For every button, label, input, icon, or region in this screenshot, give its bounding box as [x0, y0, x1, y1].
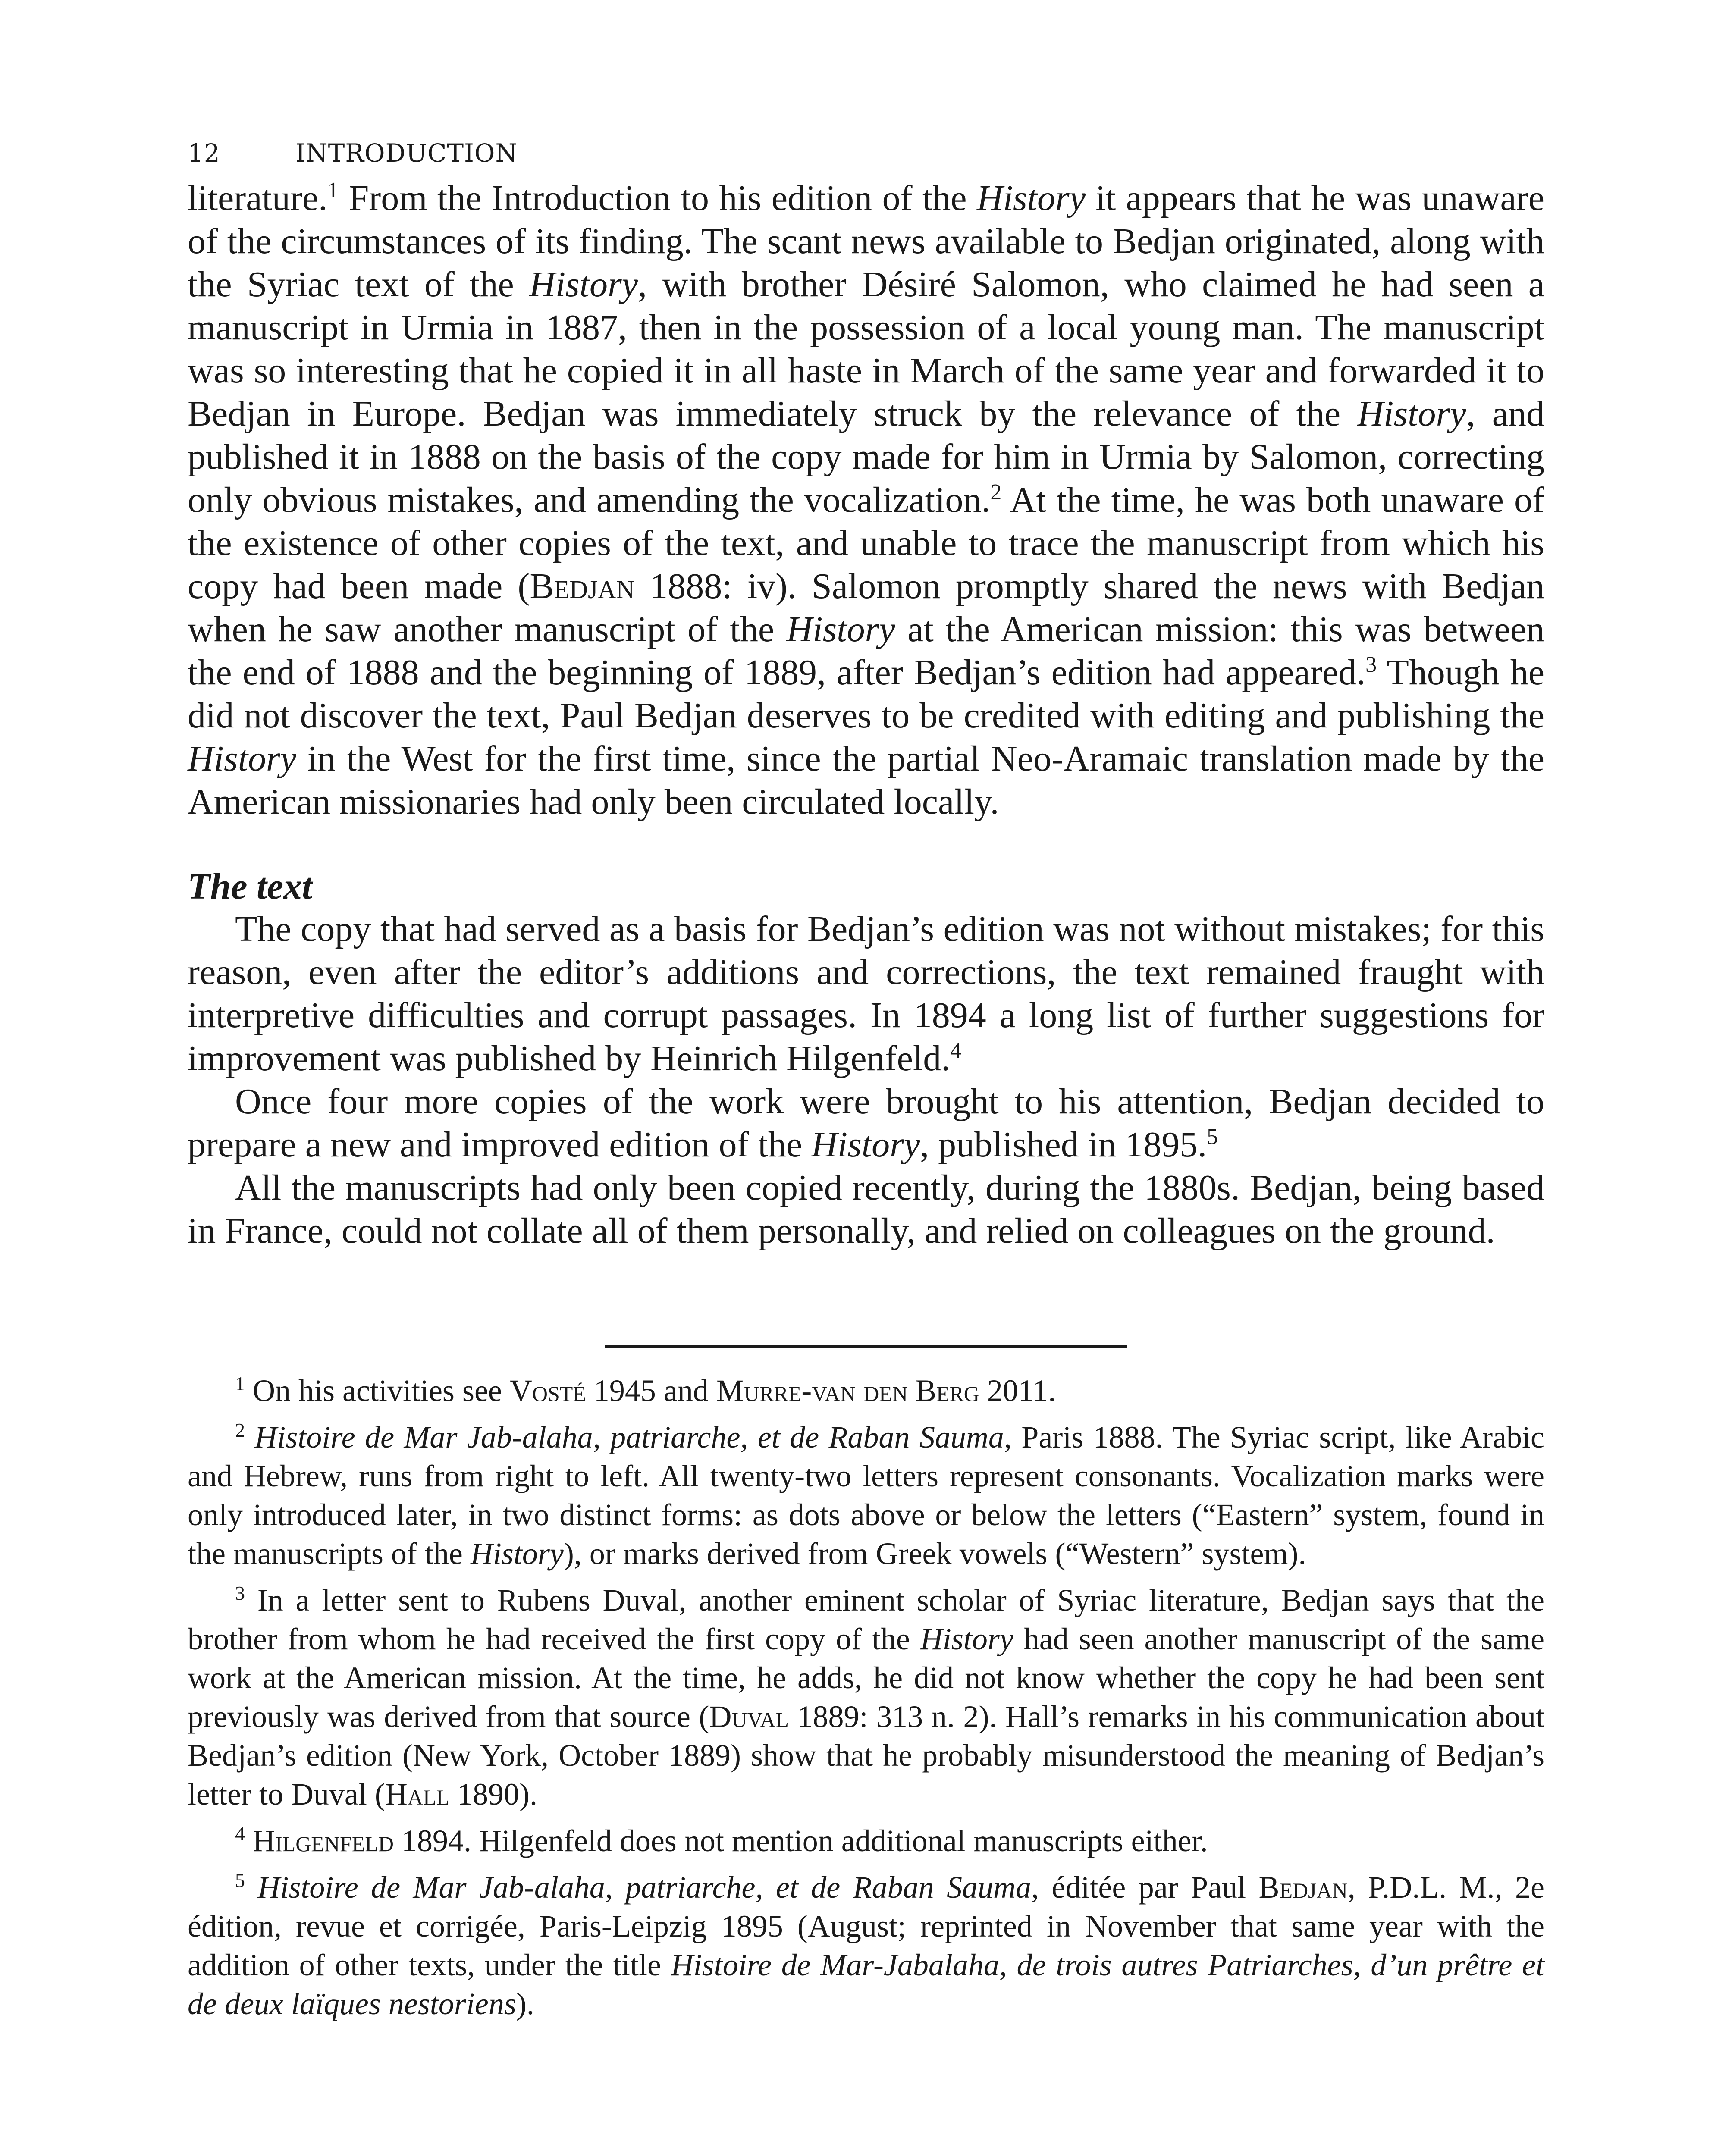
- text-run: in the West for the first time, since the partial Neo-Aramaic translation made by the American missionaries had only been circulated locally.: [188, 739, 1544, 822]
- footnote-number: 1: [235, 1373, 245, 1395]
- text-run: All the manuscripts had only been copied recently, during the 1880s. Bedjan, being based in France, could not collate all of them personally, and relied on colleagues on the ground.: [188, 1168, 1544, 1251]
- text-run: 1890).: [449, 1777, 538, 1811]
- paragraph: [188, 908, 1544, 1080]
- text-run: 1945 and: [586, 1373, 716, 1408]
- footnote-number: 5: [235, 1869, 245, 1891]
- section-text: [188, 908, 1544, 1253]
- page-number: 12: [188, 138, 220, 168]
- footnote: [188, 1581, 1544, 1814]
- italic-run: Histoire de Mar-Jabalaha, de trois autres Patriarches, d’un prêtre et de deux laïques nestoriens: [188, 1948, 1545, 2021]
- footnote-number: 4: [235, 1823, 245, 1845]
- text-run: In a letter sent to Rubens Duval, another eminent scholar of Syriac literature, Bedjan says that the brother from whom he had received the first copy of the: [188, 1583, 1544, 1656]
- footnote-number: 2: [235, 1419, 245, 1441]
- smallcaps-run: Hall: [385, 1777, 450, 1811]
- italic-run: History: [470, 1536, 564, 1571]
- text-run: From the Introduction to his edition of the: [339, 178, 977, 218]
- text-run: 1894. Hilgenfeld does not mention additional manuscripts either.: [393, 1824, 1208, 1858]
- smallcaps-run: Murre-van den Berg: [716, 1373, 979, 1408]
- text-run: it appears that he was unaware of the circumstances of its finding. The scant news available to Bedjan originated, along with the Syriac text of the: [188, 178, 1544, 304]
- paragraph: [188, 1166, 1544, 1253]
- text-run: at the American mission: this was between the end of 1888 and the beginning of 1889, after Bedjan’s edition had appeared.: [188, 609, 1544, 693]
- text-run: literature.: [188, 178, 328, 218]
- paragraph: [188, 1080, 1544, 1166]
- running-title: INTRODUCTION: [295, 138, 518, 168]
- text-run: 1889: 313 n. 2). Hall’s remarks in his communication about Bedjan’s edition (New York, October 1889) show that he probably misunderstood the meaning of Bedjan’s letter to Duval (: [188, 1699, 1545, 1811]
- footnote-ref: 4: [950, 1038, 962, 1063]
- text-run: , éditée par Paul: [1031, 1870, 1259, 1905]
- italic-run: History: [529, 264, 638, 304]
- text-run: Though he did not discover the text, Paul Bedjan deserves to be credited with editing and publishing the: [188, 652, 1544, 736]
- italic-run: Histoire de Mar Jab-alaha, patriarche, et de Raban Sauma: [245, 1420, 1004, 1454]
- footnote: [188, 1868, 1544, 2023]
- footnote-number: 3: [235, 1582, 245, 1604]
- smallcaps-run: Hilgenfeld: [245, 1824, 394, 1858]
- main-text: [188, 177, 1544, 824]
- running-header: [188, 129, 1544, 177]
- text-run: ), or marks derived from Greek vowels (“Western” system).: [563, 1536, 1306, 1571]
- text-run: The copy that had served as a basis for Bedjan’s edition was not without mistakes; for this reason, even after the editor’s additions and corrections, the text remained fraught with interpretive difficulties and corrupt passages. In 1894 a long list of further suggestions for improvement was published by Heinrich Hilgenfeld.: [188, 909, 1544, 1078]
- section-heading: The text: [188, 865, 312, 907]
- italic-run: History: [188, 739, 296, 779]
- text-run: 2011.: [979, 1373, 1056, 1408]
- footnote-ref: 5: [1207, 1125, 1218, 1149]
- italic-run: History: [1357, 394, 1466, 434]
- footnotes: [188, 1371, 1544, 2023]
- smallcaps-run: Bedjan: [1258, 1870, 1348, 1905]
- italic-run: History: [786, 609, 895, 649]
- footnote: [188, 1371, 1544, 1410]
- italic-run: Histoire de Mar Jab-alaha, patriarche, et de Raban Sauma: [245, 1870, 1032, 1905]
- footnote-ref: 3: [1365, 652, 1377, 677]
- text-run: had seen another manuscript of the same work at the American mission. At the time, he adds, he did not know whether the copy he had been sent previously was derived from that source (: [188, 1622, 1544, 1734]
- smallcaps-run: Vosté: [509, 1373, 586, 1408]
- text-run: , P.D.L. M., 2e édition, revue et corrigée, Paris-Leipzig 1895 (August; reprinted in November that same year with the addition of other texts, under the title: [188, 1870, 1545, 1982]
- smallcaps-run: Duval: [709, 1699, 789, 1734]
- italic-run: History: [920, 1622, 1013, 1656]
- smallcaps-run: Bedjan: [530, 566, 635, 606]
- text-run: 1888: iv). Salomon promptly shared the news with Bedjan when he saw another manuscript of the: [188, 566, 1544, 649]
- text-run: , published in 1895.: [920, 1125, 1207, 1165]
- footnote: [188, 1418, 1544, 1573]
- italic-run: History: [976, 178, 1086, 218]
- footnote-rule: [605, 1345, 1127, 1348]
- text-run: , with brother Désiré Salomon, who claimed he had seen a manuscript in Urmia in 1887, then in the possession of a local young man. The manuscript was so interesting that he copied it in all haste in March of the same year and forwarded it to Bedjan in Europe. Bedjan was immediately struck by the relevance of the: [188, 264, 1544, 434]
- italic-run: History: [811, 1125, 920, 1165]
- text-run: , Paris 1888. The Syriac script, like Arabic and Hebrew, runs from right to left. All twenty-two letters represent consonants. Vocalization marks were only introduced later, in two distinct forms: as dots above or below the letters (“Eastern” system, found in the manuscripts of the: [188, 1420, 1545, 1571]
- paragraph: [188, 177, 1544, 824]
- text-run: Once four more copies of the work were brought to his attention, Bedjan decided to prepare a new and improved edition of the: [188, 1081, 1544, 1165]
- footnote-ref: 2: [990, 480, 1002, 505]
- text-run: , and published it in 1888 on the basis of the copy made for him in Urmia by Salomon, correcting only obvious mistakes, and amending the vocalization.: [188, 394, 1544, 520]
- footnote-ref: 1: [327, 178, 339, 203]
- text-run: At the time, he was both unaware of the existence of other copies of the text, and unable to trace the manuscript from which his copy had been made (: [188, 480, 1544, 606]
- text-run: ).: [516, 1987, 534, 2021]
- book-page: [188, 129, 1544, 2031]
- text-run: On his activities see: [245, 1373, 510, 1408]
- footnote: [188, 1821, 1544, 1860]
